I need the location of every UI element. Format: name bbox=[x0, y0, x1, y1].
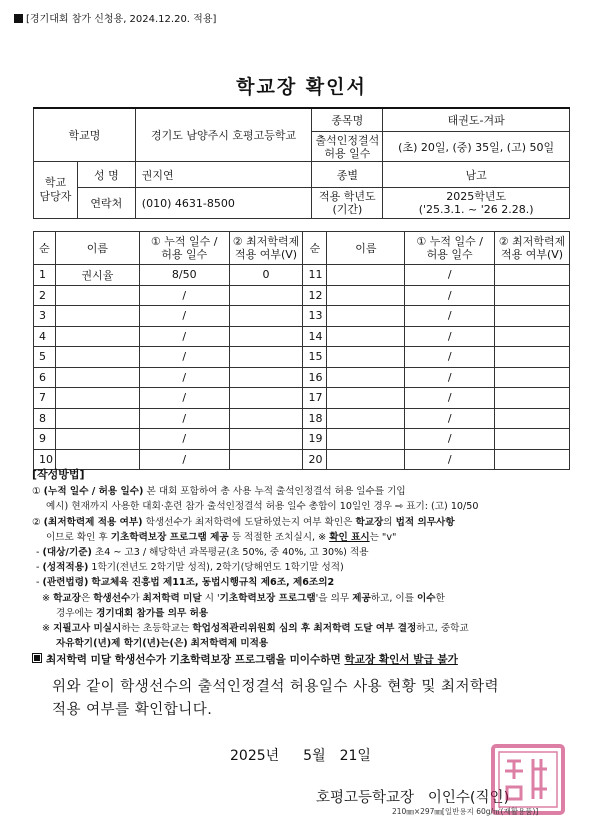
row-min: 0 bbox=[229, 265, 303, 286]
row-days: / bbox=[139, 429, 229, 450]
row-no: 8 bbox=[34, 408, 56, 429]
table-row bbox=[34, 347, 570, 368]
bullet-law: - (관련법령) 학교체육 진흥법 제11조, 동법시행규칙 제6조, 제6조의2 bbox=[36, 577, 335, 589]
s2-c: 학업성적관리위원회 심의 후 최저학력 도달 여부 결정 bbox=[192, 623, 417, 635]
col-min-left bbox=[229, 232, 303, 265]
s1-h: '을 의무 bbox=[315, 592, 350, 604]
row-days: / bbox=[405, 265, 495, 286]
s2-l2-a: 자유학기(년)제 학기(년)는(은) bbox=[56, 638, 188, 650]
school-value: 경기도 남양주시 호평고등학교 bbox=[135, 108, 312, 162]
s1-l: 한 bbox=[435, 592, 445, 604]
info-table bbox=[33, 107, 570, 219]
row-name bbox=[327, 429, 405, 450]
s1-f: 시 ' bbox=[204, 592, 220, 604]
form-header-note bbox=[14, 10, 216, 25]
row-min bbox=[495, 306, 570, 327]
bullet-grades-text: 1학기(전년도 2학기말 성적), 2학기(당해연도 1학기말 성적) bbox=[91, 562, 344, 574]
year-value-1: 2025학년도 bbox=[446, 190, 507, 203]
staff-label-2: 담당자 bbox=[39, 190, 72, 203]
row-days: / bbox=[405, 306, 495, 327]
staff-label-1: 학교 bbox=[44, 176, 67, 189]
warning-text: 최저학력 미달 학생선수가 기초학력보장 프로그램을 미이수하면 bbox=[46, 654, 341, 667]
attendance-value: (초) 20일, (중) 35일, (고) 50일 bbox=[383, 132, 570, 162]
note-2-line2 bbox=[32, 530, 572, 545]
square-bullet-icon bbox=[14, 14, 23, 23]
year-label-1: 적용 학년도 bbox=[319, 190, 376, 203]
note-1-text: 본 대회 포함하여 총 사용 누적 출석인정결석 허용 일수를 기입 bbox=[146, 486, 406, 498]
confirmation-line-1: 위와 같이 학생선수의 출석인정결석 허용일수 사용 현황 및 최저학력 bbox=[52, 679, 500, 695]
note-1 bbox=[32, 484, 572, 499]
s2-a: 지필고사 미실시 bbox=[53, 623, 122, 635]
row-days: 8/50 bbox=[139, 265, 229, 286]
event-label: 종목명 bbox=[312, 108, 383, 132]
col-days-right bbox=[405, 232, 495, 265]
row-days: / bbox=[405, 408, 495, 429]
row-name bbox=[327, 326, 405, 347]
row-name bbox=[327, 367, 405, 388]
row-no: 19 bbox=[303, 429, 327, 450]
col-min-left-1: ② 최저학력제 bbox=[232, 235, 300, 248]
s1-i: 제공 bbox=[352, 592, 371, 604]
row-days: / bbox=[405, 449, 495, 470]
row-name bbox=[55, 306, 139, 327]
row-min bbox=[495, 429, 570, 450]
row-days: / bbox=[405, 388, 495, 409]
row-name bbox=[327, 388, 405, 409]
row-min bbox=[495, 388, 570, 409]
row-days: / bbox=[405, 347, 495, 368]
row-name bbox=[327, 347, 405, 368]
row-name bbox=[327, 306, 405, 327]
col-no-left: 순 bbox=[34, 232, 56, 265]
note-2-l2-b: 등 적절한 조치실시, ※ bbox=[231, 531, 327, 543]
note-2-l2-a: 이므로 확인 후 bbox=[46, 531, 108, 543]
bullet-target-bold: (대상/기준) bbox=[42, 547, 92, 559]
col-name-left: 이름 bbox=[55, 232, 139, 265]
col-days-left-2: 허용 일수 bbox=[161, 248, 208, 261]
row-no: 4 bbox=[34, 326, 56, 347]
date-year: 2025년 bbox=[230, 748, 280, 764]
gender-label: 종별 bbox=[312, 162, 383, 188]
row-no: 17 bbox=[303, 388, 327, 409]
table-row bbox=[34, 265, 570, 286]
gender-value: 남고 bbox=[383, 162, 570, 188]
row-name bbox=[55, 408, 139, 429]
signer: 호평고등학교장 이인수(직인) bbox=[316, 790, 510, 806]
note-2-l2-prog: 기초학력보장 프로그램 제공 bbox=[110, 531, 229, 543]
note-1-bold: (누적 일수 / 허용 일수) bbox=[43, 486, 144, 498]
row-min bbox=[229, 326, 303, 347]
col-no-right: 순 bbox=[303, 232, 327, 265]
bullet-grades: - (성적적용) 1학기(전년도 2학기말 성적), 2학기(당해연도 1학기말 성적) bbox=[36, 562, 344, 574]
instructions bbox=[32, 467, 572, 669]
row-min bbox=[495, 347, 570, 368]
star-note-1: ※ 학교장은 학생선수가 최저학력 미달 시 '기초학력보장 프로그램'을 의무 제공하고, 이를 이수한 bbox=[42, 592, 445, 604]
s1-c: 학생선수 bbox=[93, 592, 131, 604]
table-row bbox=[34, 326, 570, 347]
row-name bbox=[55, 388, 139, 409]
date-day: 21일 bbox=[339, 748, 371, 764]
year-label-2: (기간) bbox=[332, 203, 363, 216]
row-days: / bbox=[405, 367, 495, 388]
row-min bbox=[495, 265, 570, 286]
row-name bbox=[55, 367, 139, 388]
s1-j: 하고, 이를 bbox=[370, 592, 414, 604]
table-row bbox=[34, 429, 570, 450]
row-min bbox=[229, 285, 303, 306]
table-row bbox=[34, 367, 570, 388]
s1-l2-b: 경기대회 참가 bbox=[96, 607, 156, 619]
row-name bbox=[55, 285, 139, 306]
issue-date bbox=[230, 745, 371, 765]
s1-b: 은 bbox=[80, 592, 91, 604]
bullet-target: - (대상/기준) 초4 ~ 고3 / 해당학년 과목평균(초 50%, 중 40%, 고 30%) 적용 bbox=[36, 547, 369, 559]
col-min-left-2: 적용 여부(V) bbox=[234, 248, 298, 261]
s1-l2-a: 경우에는 bbox=[56, 607, 94, 619]
row-min bbox=[495, 326, 570, 347]
row-min bbox=[229, 408, 303, 429]
row-no: 13 bbox=[303, 306, 327, 327]
col-name-right: 이름 bbox=[327, 232, 405, 265]
name-value: 권지연 bbox=[135, 162, 312, 188]
row-no: 2 bbox=[34, 285, 56, 306]
s1-a: 학교장 bbox=[53, 592, 81, 604]
row-min bbox=[495, 367, 570, 388]
row-name: 권시율 bbox=[55, 265, 139, 286]
col-days-left bbox=[139, 232, 229, 265]
note-2-l2-c: 는 "v" bbox=[369, 531, 397, 543]
s1-d: 가 bbox=[130, 592, 140, 604]
row-no: 11 bbox=[303, 265, 327, 286]
row-no: 7 bbox=[34, 388, 56, 409]
star-note-1-line2 bbox=[32, 606, 572, 621]
col-days-left-1: ① 누적 일수 / bbox=[150, 235, 218, 248]
s1-l2-c: 를 의무 허용 bbox=[155, 607, 209, 619]
contact-value: (010) 4631-8500 bbox=[135, 188, 312, 219]
row-min bbox=[229, 347, 303, 368]
row-no: 16 bbox=[303, 367, 327, 388]
event-value: 태권도-겨파 bbox=[383, 108, 570, 132]
table-row bbox=[34, 285, 570, 306]
bullet-target-text: 초4 ~ 고3 / 해당학년 과목평균(초 50%, 중 40%, 고 30%) 적용 bbox=[94, 547, 369, 559]
s1-g: 기초학력보장 프로그램 bbox=[219, 592, 316, 604]
table-row bbox=[34, 388, 570, 409]
warning-emphasis: 학교장 확인서 발급 불가 bbox=[344, 654, 458, 667]
note-2-school: 학교장 bbox=[355, 516, 384, 528]
note-2-l2-mark: 확인 표시 bbox=[329, 531, 370, 543]
page-title: 학교장 확인서 bbox=[236, 76, 367, 98]
year-value bbox=[383, 188, 570, 219]
row-days: / bbox=[139, 449, 229, 470]
row-name bbox=[327, 408, 405, 429]
note-2-text-b: 의 bbox=[383, 516, 393, 528]
row-min bbox=[229, 429, 303, 450]
row-no: 1 bbox=[34, 265, 56, 286]
confirmation-statement bbox=[52, 676, 499, 722]
s2-d: 하고, 중학교 bbox=[416, 623, 469, 635]
col-min-right-1: ② 최저학력제 bbox=[498, 235, 566, 248]
row-days: / bbox=[139, 285, 229, 306]
row-no: 5 bbox=[34, 347, 56, 368]
attendance-label-1: 출석인정결석 bbox=[315, 133, 380, 147]
note-2-duty: 법적 의무사항 bbox=[395, 516, 455, 528]
row-name bbox=[327, 285, 405, 306]
row-days: / bbox=[139, 326, 229, 347]
confirmation-line-2: 적용 여부를 확인합니다. bbox=[52, 702, 213, 718]
s1-e: 최저학력 미달 bbox=[142, 592, 202, 604]
attendance-label bbox=[312, 132, 383, 162]
row-min bbox=[229, 367, 303, 388]
row-no: 10 bbox=[34, 449, 56, 470]
paper-spec: 210㎜×297㎜[일반용지 60g/㎡(재활용품)] bbox=[392, 807, 539, 816]
bullet-grades-bold: (성적적용) bbox=[42, 562, 89, 574]
contact-label: 연락처 bbox=[77, 188, 135, 219]
form-header-text: [경기대회 참가 신청용, 2024.12.20. 적용] bbox=[26, 14, 217, 25]
table-row bbox=[34, 306, 570, 327]
checked-box-icon bbox=[32, 653, 42, 663]
instructions-heading: [작성방법] bbox=[32, 468, 85, 481]
row-days: / bbox=[405, 429, 495, 450]
school-label: 학교명 bbox=[34, 108, 136, 162]
row-no: 18 bbox=[303, 408, 327, 429]
col-min-right bbox=[495, 232, 570, 265]
bullet-law-bold: (관련법령) bbox=[42, 577, 89, 589]
col-days-right-2: 허용 일수 bbox=[426, 248, 473, 261]
row-no: 9 bbox=[34, 429, 56, 450]
table-row bbox=[34, 408, 570, 429]
row-days: / bbox=[405, 326, 495, 347]
s2-l2-b: 최저학력제 미적용 bbox=[190, 638, 269, 650]
note-1-example: 예시) 현재까지 사용한 대회·훈련 참가 출석인정결석 허용 일수 총합이 10일인 경우 ⇨ 표기: (고) 10/50 bbox=[46, 501, 479, 513]
col-days-right-1: ① 누적 일수 / bbox=[416, 235, 483, 248]
star-note-2-line2 bbox=[32, 636, 572, 651]
year-label bbox=[312, 188, 383, 219]
warning-line bbox=[32, 653, 572, 668]
note-2-text-a: 학생선수가 최저학력에 도달하였는지 여부 확인은 bbox=[145, 516, 353, 528]
name-label: 성 명 bbox=[77, 162, 135, 188]
bullet-law-text: 학교체육 진흥법 제11조, 동법시행규칙 제6조, 제6조의2 bbox=[91, 577, 335, 589]
row-no: 12 bbox=[303, 285, 327, 306]
row-days: / bbox=[139, 347, 229, 368]
date-month: 5월 bbox=[303, 748, 326, 764]
s1-k: 이수 bbox=[417, 592, 436, 604]
col-min-right-2: 적용 여부(V) bbox=[500, 248, 564, 261]
star-note-2: ※ 지필고사 미실시하는 초등학교는 학업성적관리위원회 심의 후 최저학력 도달 여부 결정하고, 중학교 bbox=[42, 623, 469, 635]
row-no: 15 bbox=[303, 347, 327, 368]
note-2-mark: ② bbox=[32, 516, 41, 528]
row-no: 3 bbox=[34, 306, 56, 327]
row-min bbox=[229, 388, 303, 409]
row-name bbox=[55, 347, 139, 368]
row-name bbox=[55, 326, 139, 347]
row-days: / bbox=[139, 408, 229, 429]
attendance-label-2: 허용 일수 bbox=[324, 146, 371, 160]
row-days: / bbox=[139, 306, 229, 327]
athlete-table bbox=[33, 231, 570, 470]
row-min bbox=[495, 285, 570, 306]
row-days: / bbox=[405, 285, 495, 306]
note-2-bold: (최저학력제 적용 여부) bbox=[43, 516, 143, 528]
note-2 bbox=[32, 515, 572, 530]
row-no: 20 bbox=[303, 449, 327, 470]
row-no: 14 bbox=[303, 326, 327, 347]
row-no: 6 bbox=[34, 367, 56, 388]
row-name bbox=[55, 429, 139, 450]
row-name bbox=[327, 265, 405, 286]
note-1-mark: ① bbox=[32, 486, 41, 498]
row-days: / bbox=[139, 367, 229, 388]
s2-b: 하는 초등학교는 bbox=[121, 623, 190, 635]
staff-label bbox=[34, 162, 78, 219]
year-value-2: ('25.3.1. ~ '26 2.28.) bbox=[418, 203, 534, 216]
row-days: / bbox=[139, 388, 229, 409]
row-min bbox=[495, 408, 570, 429]
row-min bbox=[229, 306, 303, 327]
